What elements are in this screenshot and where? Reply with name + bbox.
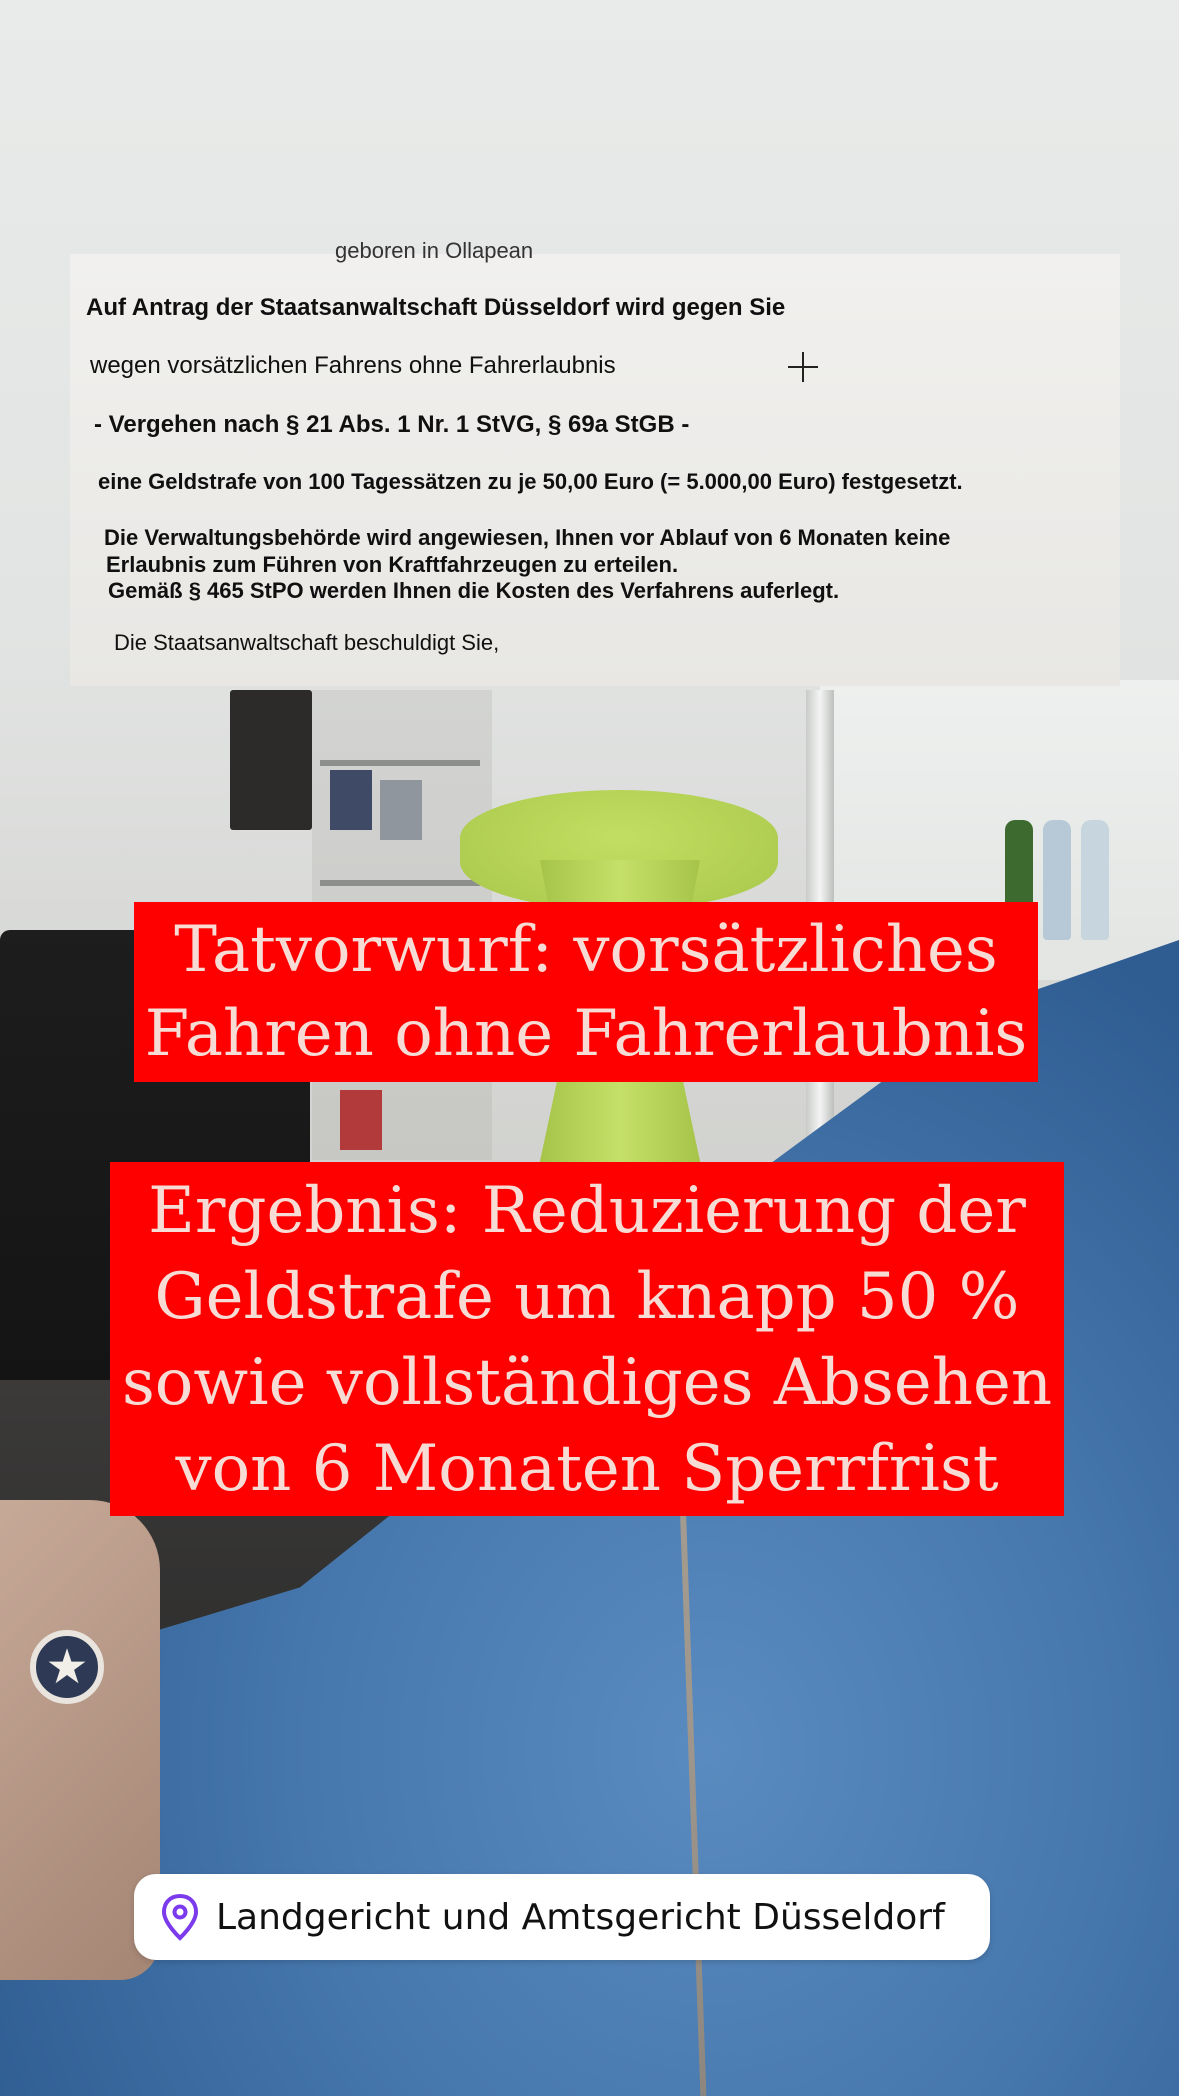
doc-line: Die Verwaltungsbehörde wird angewiesen, Ihnen vor Ablauf von 6 Monaten keine <box>104 525 951 550</box>
caption-line: Ergebnis: Reduzierung der <box>148 1174 1026 1248</box>
location-label: Landgericht und Amtsgericht Düsseldorf <box>216 1896 945 1938</box>
star-icon: ★ <box>45 1639 89 1695</box>
caption-line: sowie vollständiges Absehen <box>121 1346 1053 1420</box>
result-caption <box>110 1162 1064 1516</box>
location-sticker[interactable] <box>134 1874 990 1960</box>
caption-line: von 6 Monaten Sperrfrist <box>175 1432 999 1506</box>
brochure <box>380 780 422 840</box>
shelf-board <box>320 880 480 886</box>
charge-caption <box>134 902 1038 1082</box>
doc-line: Auf Antrag der Staatsanwaltschaft Düsseldorf wird gegen Sie <box>86 294 786 321</box>
shelf-board <box>320 760 480 766</box>
doc-line: eine Geldstrafe von 100 Tagessätzen zu je 50,00 Euro (= 5.000,00 Euro) festgesetzt. <box>98 469 963 494</box>
caption-line: Fahren ohne Fahrerlaubnis <box>144 997 1028 1071</box>
crosshair-mark <box>788 352 818 382</box>
doc-partial-line: geboren in Ollapean <box>335 238 534 263</box>
map-pin-icon <box>160 1893 200 1941</box>
brochure <box>340 1090 382 1150</box>
brochure <box>330 770 372 830</box>
doc-line: Gemäß § 465 StPO werden Ihnen die Kosten des Verfahrens auferlegt. <box>108 578 840 603</box>
doc-line: Die Staatsanwaltschaft beschuldigt Sie, <box>114 630 500 655</box>
dark-panel <box>230 690 312 830</box>
caption-line: Tatvorwurf: vorsätzliches <box>174 913 998 987</box>
court-document-photo <box>70 238 1120 686</box>
caption-line: Geldstrafe um knapp 50 % <box>154 1260 1020 1334</box>
doc-line: - Vergehen nach § 21 Abs. 1 Nr. 1 StVG, § 69a StGB - <box>94 411 690 438</box>
doc-line: Erlaubnis zum Führen von Kraftfahrzeugen zu erteilen. <box>106 552 679 577</box>
doc-line: wegen vorsätzlichen Fahrens ohne Fahrerlaubnis <box>90 352 616 379</box>
